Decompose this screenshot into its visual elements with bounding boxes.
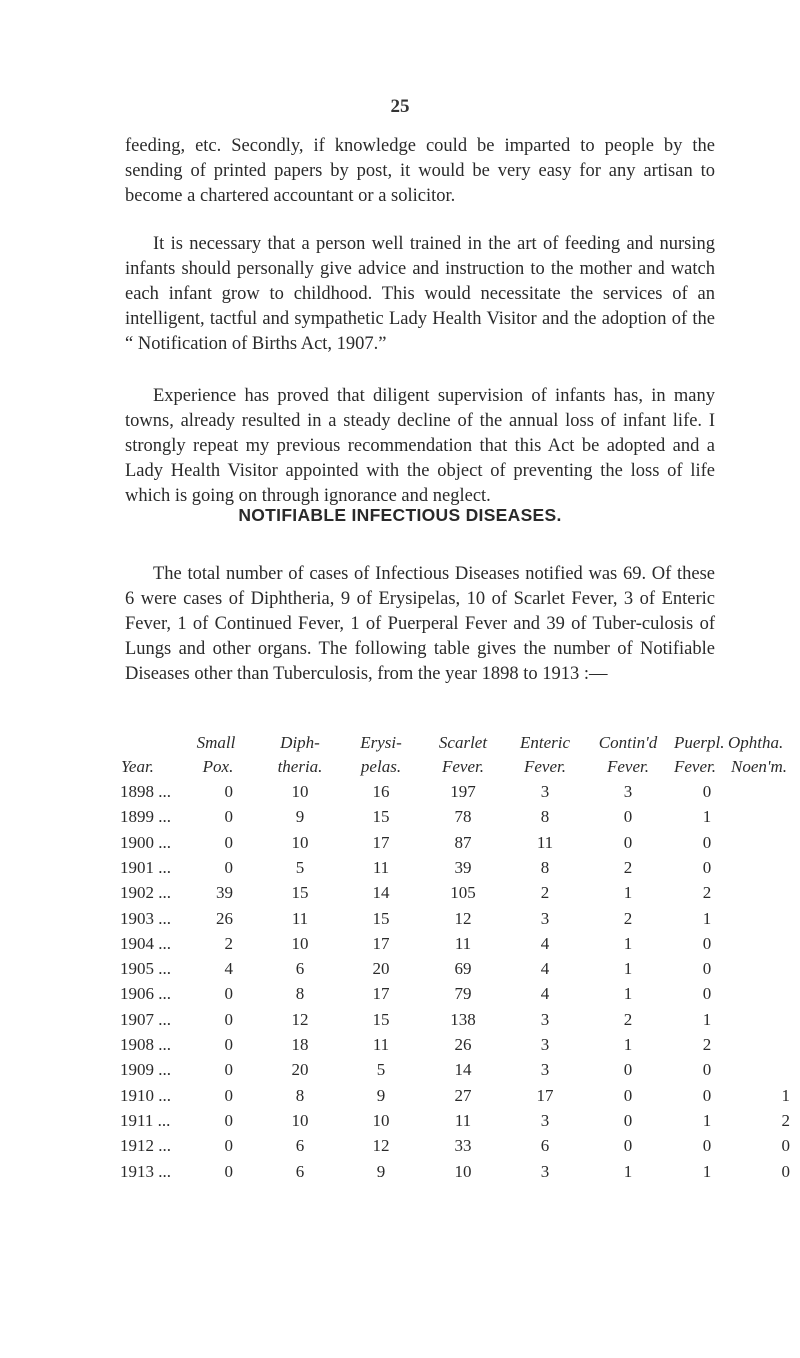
table-cell-erysipelas: 9: [376, 1162, 386, 1181]
table-cell-diphtheria: 6: [295, 1136, 305, 1155]
table-cell-small-pox: 0: [224, 1111, 233, 1130]
header-enteric-2: Fever.: [523, 757, 567, 776]
table-cell-scarlet-fever: 14: [454, 1060, 472, 1079]
header-small-pox-2: Pox.: [202, 757, 234, 776]
table-cell-year: 1913 ...: [120, 1162, 171, 1181]
header-year: Year.: [121, 757, 154, 776]
table-cell-enteric-fever: 4: [540, 959, 550, 978]
table-cell-scarlet-fever: 105: [450, 883, 476, 902]
table-cell-erysipelas: 5: [376, 1060, 386, 1079]
table-cell-diphtheria: 8: [295, 984, 305, 1003]
table-cell-small-pox: 0: [224, 1162, 233, 1181]
table-cell-scarlet-fever: 69: [454, 959, 472, 978]
table-cell-enteric-fever: 3: [540, 909, 550, 928]
table-cell-small-pox: 4: [224, 959, 233, 978]
table-cell-diphtheria: 10: [291, 934, 309, 953]
table-cell-puerperal-fever: 0: [702, 1136, 712, 1155]
header-puerperal-2: Fever.: [674, 757, 717, 776]
table-cell-continued-fever: 0: [623, 1136, 633, 1155]
table-cell-erysipelas: 9: [376, 1086, 386, 1105]
table-cell-enteric-fever: 3: [540, 1162, 550, 1181]
table-cell-puerperal-fever: 1: [702, 909, 712, 928]
table-cell-continued-fever: 2: [623, 858, 633, 877]
table-cell-continued-fever: 1: [623, 984, 633, 1003]
table-cell-year: 1907 ...: [120, 1010, 171, 1029]
table-cell-year: 1904 ...: [120, 934, 171, 953]
table-cell-continued-fever: 1: [623, 883, 633, 902]
table-cell-enteric-fever: 4: [540, 984, 550, 1003]
header-enteric-1: Enteric: [519, 733, 571, 752]
table-cell-small-pox: 0: [224, 833, 233, 852]
table-cell-diphtheria: 12: [291, 1010, 309, 1029]
table-cell-diphtheria: 5: [295, 858, 305, 877]
table-cell-scarlet-fever: 11: [454, 1111, 472, 1130]
table-cell-erysipelas: 14: [372, 883, 390, 902]
table-cell-enteric-fever: 3: [540, 1060, 550, 1079]
table-cell-continued-fever: 0: [623, 1060, 633, 1079]
table-cell-continued-fever: 2: [623, 909, 633, 928]
table-cell-diphtheria: 8: [295, 1086, 305, 1105]
table-cell-scarlet-fever: 138: [450, 1010, 476, 1029]
table-cell-year: 1903 ...: [120, 909, 171, 928]
table-cell-enteric-fever: 11: [536, 833, 554, 852]
table-cell-year: 1912 ...: [120, 1136, 171, 1155]
table-cell-puerperal-fever: 1: [702, 1111, 712, 1130]
table-cell-scarlet-fever: 33: [454, 1136, 472, 1155]
paragraph-total-cases: The total number of cases of Infectious Diseases notified was 69. Of these 6 were cases of Diphtheria, 9 of Erysipelas, 10 of Scarlet Fever, 3 of Enteric Fever, 1 of Continued Fever, 1 of Puerperal Fever and 39 of Tuber-culosis of Lungs and other organs. The following table gives the number of Notifiable Diseases other than Tuberculosis, from the year 1898 to 1913 :—: [125, 564, 715, 684]
table-cell-small-pox: 0: [224, 1035, 233, 1054]
table-cell-scarlet-fever: 39: [454, 858, 472, 877]
table-cell-small-pox: 0: [224, 1086, 233, 1105]
table-cell-diphtheria: 11: [291, 909, 309, 928]
table-cell-year: 1898 ...: [120, 782, 171, 801]
table-cell-enteric-fever: 3: [540, 1111, 550, 1130]
table-cell-puerperal-fever: 0: [702, 934, 712, 953]
header-continued-2: Fever.: [606, 757, 650, 776]
table-cell-erysipelas: 15: [372, 1010, 390, 1029]
table-cell-ophthalmia: 1: [781, 1086, 790, 1105]
table-cell-small-pox: 0: [224, 807, 233, 826]
table-cell-year: 1900 ...: [120, 833, 171, 852]
table-cell-erysipelas: 17: [372, 984, 390, 1003]
page-number: 25: [390, 96, 410, 117]
table-cell-diphtheria: 6: [295, 959, 305, 978]
table-cell-scarlet-fever: 27: [454, 1086, 472, 1105]
table-cell-continued-fever: 0: [623, 1086, 633, 1105]
table-cell-continued-fever: 0: [623, 807, 633, 826]
table-cell-scarlet-fever: 12: [454, 909, 472, 928]
table-cell-puerperal-fever: 1: [702, 1010, 712, 1029]
table-cell-puerperal-fever: 0: [702, 959, 712, 978]
header-erysipelas-1: Erysi-: [360, 733, 402, 752]
header-erysipelas-2: pelas.: [360, 757, 402, 776]
header-diphtheria-2: theria.: [277, 757, 323, 776]
table-cell-small-pox: 26: [216, 909, 233, 928]
table-cell-small-pox: 39: [216, 883, 233, 902]
section-heading: NOTIFIABLE INFECTIOUS DISEASES.: [238, 505, 562, 525]
table-cell-erysipelas: 15: [372, 909, 390, 928]
table-cell-small-pox: 0: [224, 858, 233, 877]
paragraph-health-visitor: It is necessary that a person well trained in the art of feeding and nursing infants should personally give advice and instruction to the mother and watch each infant grow to childhood. This would necessitate the services of an intelligent, tactful and sympathetic Lady Health Visitor and the adoption of the “ Notification of Births Act, 1907.”: [125, 234, 715, 354]
table-cell-erysipelas: 11: [372, 858, 390, 877]
table-cell-scarlet-fever: 78: [454, 807, 472, 826]
table-cell-year: 1899 ...: [120, 807, 171, 826]
table-cell-scarlet-fever: 26: [454, 1035, 472, 1054]
header-diphtheria-1: Diph-: [280, 733, 320, 752]
table-cell-small-pox: 2: [224, 934, 233, 953]
table-cell-erysipelas: 12: [372, 1136, 390, 1155]
table-cell-enteric-fever: 2: [540, 883, 550, 902]
table-cell-puerperal-fever: 2: [702, 1035, 712, 1054]
table-cell-enteric-fever: 6: [540, 1136, 550, 1155]
table-cell-diphtheria: 10: [291, 833, 309, 852]
header-puerperal-1: Puerpl.: [674, 733, 725, 752]
table-cell-continued-fever: 1: [623, 1035, 633, 1054]
table-cell-diphtheria: 9: [295, 807, 305, 826]
table-cell-year: 1902 ...: [120, 883, 171, 902]
table-cell-year: 1906 ...: [120, 984, 171, 1003]
table-cell-enteric-fever: 8: [540, 858, 550, 877]
table-cell-year: 1901 ...: [120, 858, 171, 877]
table-cell-puerperal-fever: 2: [702, 883, 712, 902]
table-cell-scarlet-fever: 197: [450, 782, 476, 801]
table-cell-puerperal-fever: 0: [702, 833, 712, 852]
header-scarlet-2: Fever.: [441, 757, 485, 776]
table-cell-scarlet-fever: 10: [454, 1162, 472, 1181]
table-cell-puerperal-fever: 0: [702, 984, 712, 1003]
table-cell-erysipelas: 17: [372, 934, 390, 953]
table-cell-continued-fever: 3: [623, 782, 633, 801]
header-ophthalmia-1: Ophtha.: [728, 733, 784, 752]
table-cell-ophthalmia: 0: [781, 1136, 790, 1155]
table-cell-enteric-fever: 8: [540, 807, 550, 826]
table-cell-diphtheria: 10: [291, 1111, 309, 1130]
table-cell-diphtheria: 15: [291, 883, 309, 902]
table-cell-erysipelas: 16: [372, 782, 390, 801]
table-cell-erysipelas: 17: [372, 833, 390, 852]
table-cell-continued-fever: 1: [623, 1162, 633, 1181]
table-cell-continued-fever: 1: [623, 959, 633, 978]
header-scarlet-1: Scarlet: [438, 733, 488, 752]
table-cell-diphtheria: 18: [291, 1035, 309, 1054]
table-cell-ophthalmia: 0: [781, 1162, 790, 1181]
table-cell-enteric-fever: 3: [540, 1035, 550, 1054]
table-cell-enteric-fever: 17: [536, 1086, 554, 1105]
table-cell-erysipelas: 15: [372, 807, 390, 826]
table-cell-small-pox: 0: [224, 782, 233, 801]
table-cell-puerperal-fever: 0: [702, 782, 712, 801]
table-cell-small-pox: 0: [224, 1060, 233, 1079]
table-cell-diphtheria: 6: [295, 1162, 305, 1181]
table-cell-puerperal-fever: 1: [702, 1162, 712, 1181]
table-cell-scarlet-fever: 11: [454, 934, 472, 953]
table-cell-continued-fever: 1: [623, 934, 633, 953]
table-cell-diphtheria: 10: [291, 782, 309, 801]
table-cell-puerperal-fever: 0: [702, 858, 712, 877]
table-cell-continued-fever: 0: [623, 833, 633, 852]
table-cell-year: 1909 ...: [120, 1060, 171, 1079]
table-cell-scarlet-fever: 87: [454, 833, 472, 852]
table-cell-small-pox: 0: [224, 1010, 233, 1029]
table-cell-diphtheria: 20: [291, 1060, 309, 1079]
table-cell-small-pox: 0: [224, 984, 233, 1003]
table-cell-year: 1908 ...: [120, 1035, 171, 1054]
table-cell-erysipelas: 11: [372, 1035, 390, 1054]
table-cell-erysipelas: 10: [372, 1111, 390, 1130]
table-cell-scarlet-fever: 79: [454, 984, 472, 1003]
paragraph-experience: Experience has proved that diligent supervision of infants has, in many towns, already resulted in a steady decline of the annual loss of infant life. I strongly repeat my previous recommendation that this Act be adopted and a Lady Health Visitor appointed with the object of preventing the loss of life which is going on through ignorance and neglect.: [125, 386, 715, 506]
paragraph-feeding: feeding, etc. Secondly, if knowledge could be imparted to people by the sending of printed papers by post, it would be very easy for any artisan to become a chartered accountant or a solicitor.: [125, 136, 715, 206]
table-cell-continued-fever: 2: [623, 1010, 633, 1029]
table-cell-year: 1911 ...: [120, 1111, 171, 1130]
table-cell-enteric-fever: 3: [540, 1010, 550, 1029]
table-cell-puerperal-fever: 0: [702, 1086, 712, 1105]
header-small-pox-1: Small: [196, 733, 236, 752]
table-cell-puerperal-fever: 0: [702, 1060, 712, 1079]
table-cell-puerperal-fever: 1: [702, 807, 712, 826]
header-ophthalmia-2: Noen'm.: [731, 757, 788, 776]
table-cell-continued-fever: 0: [623, 1111, 633, 1130]
table-cell-small-pox: 0: [224, 1136, 233, 1155]
table-cell-ophthalmia: 2: [781, 1111, 790, 1130]
table-cell-year: 1905 ...: [120, 959, 171, 978]
table-cell-enteric-fever: 3: [540, 782, 550, 801]
table-cell-enteric-fever: 4: [540, 934, 550, 953]
header-continued-1: Contin'd: [598, 733, 658, 752]
table-cell-erysipelas: 20: [372, 959, 390, 978]
table-cell-year: 1910 ...: [120, 1086, 171, 1105]
